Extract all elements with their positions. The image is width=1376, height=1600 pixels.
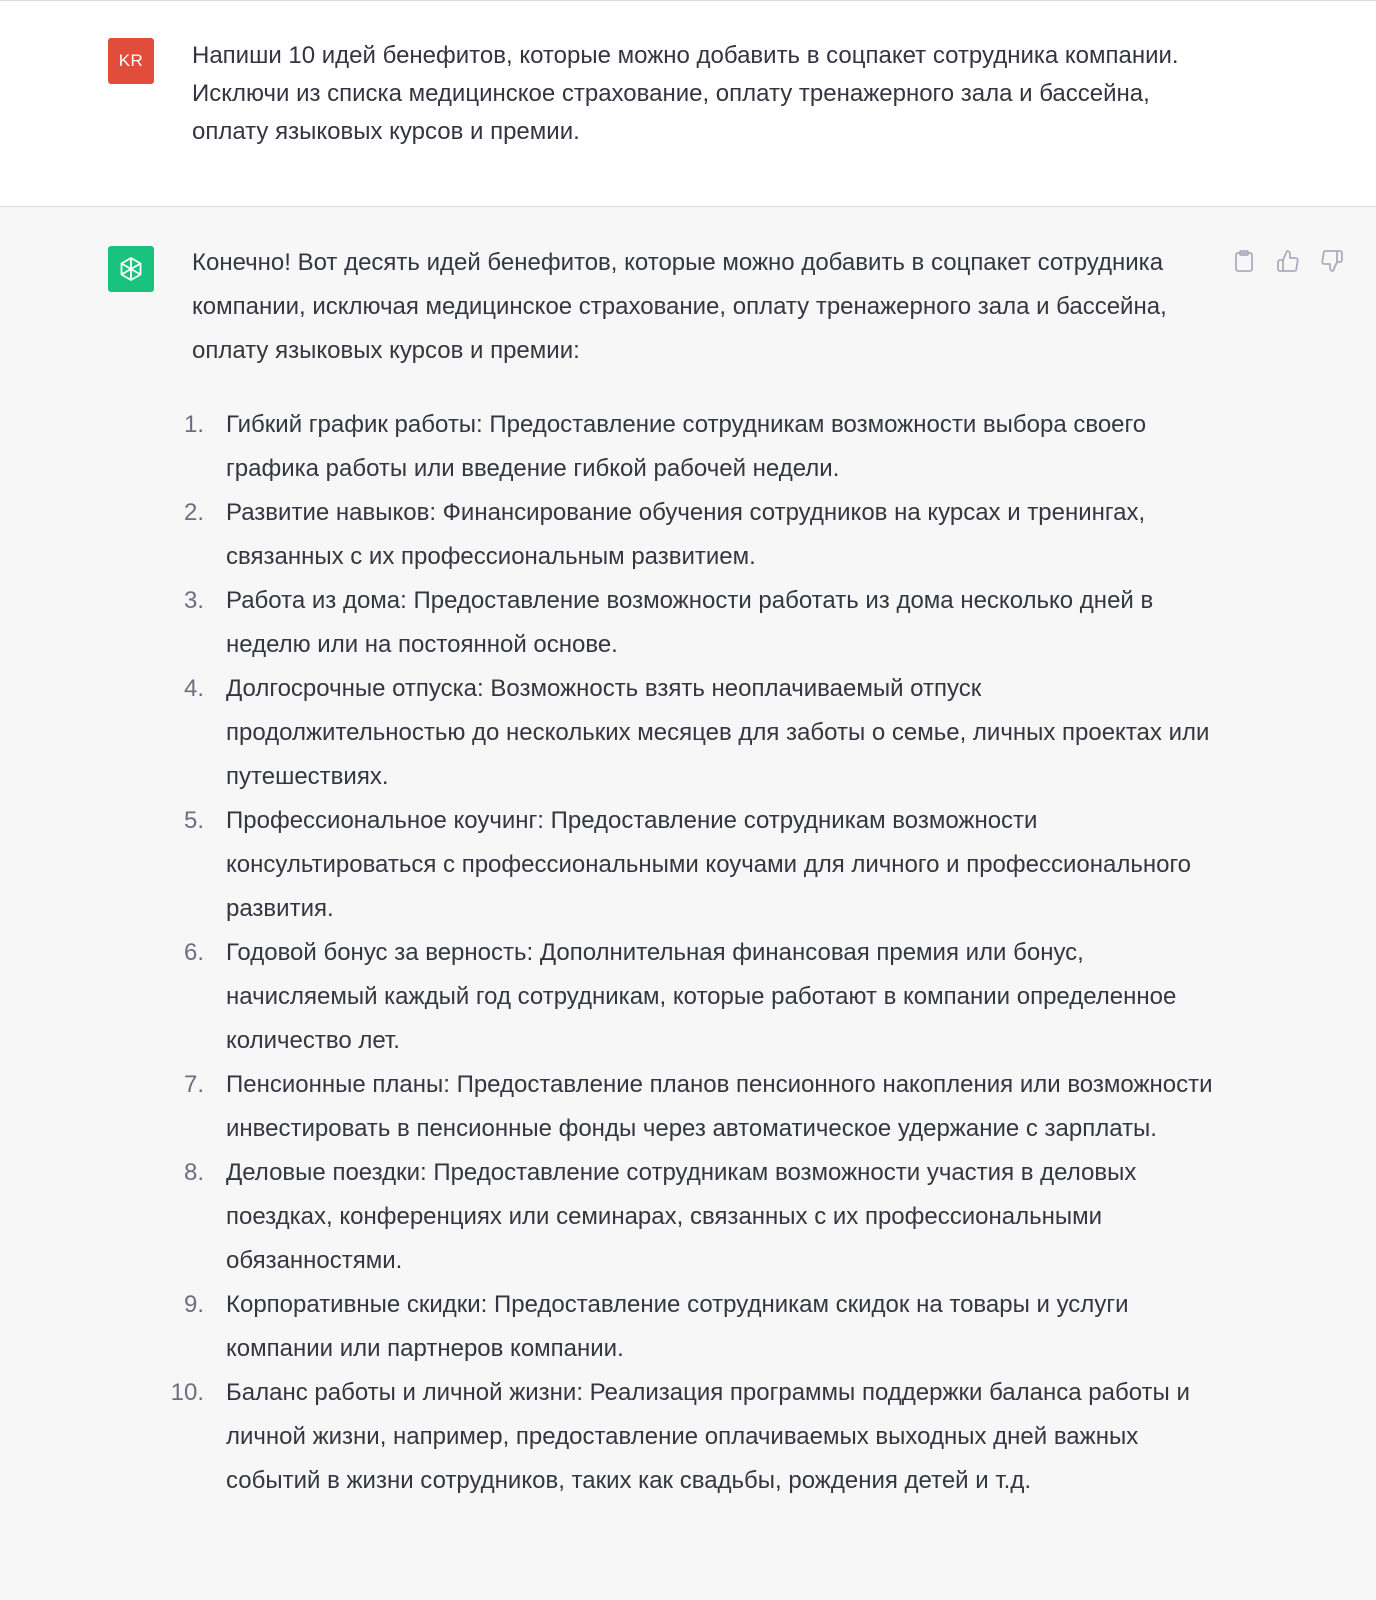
- clipboard-icon: [1233, 249, 1255, 273]
- list-item: [183, 579, 1222, 667]
- list-item-text: Профессиональное коучинг: Предоставление сотрудникам возможности консультироваться с профессиональными коучами для личного и профессионального развития.: [226, 807, 1192, 922]
- list-item-number: 8.: [183, 1159, 204, 1186]
- list-item: [183, 1151, 1222, 1283]
- user-message-text: Напиши 10 идей бенефитов, которые можно добавить в соцпакет сотрудника компании. Исключи из списка медицинское страхование, оплату тренажерного зала и бассейна, оплату языковых курсов и премии.: [192, 42, 1179, 145]
- user-message-row: [0, 1, 1376, 207]
- list-item-text: Пенсионные планы: Предоставление планов пенсионного накопления или возможности инвестировать в пенсионные фонды через автоматическое удержание с зарплаты.: [226, 1071, 1213, 1142]
- list-item-number: 7.: [183, 1071, 204, 1098]
- list-item: [183, 403, 1222, 491]
- list-item-text: Деловые поездки: Предоставление сотрудникам возможности участия в деловых поездках, конференциях или семинарах, связанных с их профессиональными обязанностями.: [226, 1159, 1137, 1274]
- list-item-number: 10.: [170, 1379, 204, 1406]
- list-item: [183, 1283, 1222, 1371]
- assistant-avatar: [108, 246, 154, 292]
- thumbs-down-icon: [1320, 249, 1344, 273]
- list-item-number: 6.: [183, 939, 204, 966]
- message-actions: [1232, 249, 1344, 273]
- list-item-number: 9.: [183, 1291, 204, 1318]
- list-item: [183, 491, 1222, 579]
- benefits-list: [170, 403, 1222, 1503]
- list-item: [183, 931, 1222, 1063]
- assistant-message-row: [0, 207, 1376, 1600]
- list-item-text: Корпоративные скидки: Предоставление сотрудникам скидок на товары и услуги компании или партнеров компании.: [226, 1291, 1129, 1362]
- list-item-number: 3.: [183, 587, 204, 614]
- list-item: [170, 1371, 1222, 1503]
- list-item: [183, 667, 1222, 799]
- assistant-message-text: [170, 241, 1222, 1503]
- copy-button[interactable]: [1232, 249, 1256, 273]
- list-item: [183, 799, 1222, 931]
- list-item-text: Гибкий график работы: Предоставление сотрудникам возможности выбора своего графика работы или введение гибкой рабочей недели.: [226, 411, 1147, 482]
- list-item-number: 2.: [183, 499, 204, 526]
- list-item-number: 4.: [183, 675, 204, 702]
- list-item-number: 1.: [183, 411, 204, 438]
- list-item-text: Годовой бонус за верность: Дополнительная финансовая премия или бонус, начисляемый каждый год сотрудникам, которые работают в компании определенное количество лет.: [226, 939, 1177, 1054]
- list-item-text: Долгосрочные отпуска: Возможность взять неоплачиваемый отпуск продолжительностью до нескольких месяцев для заботы о семье, личных проектах или путешествиях.: [226, 675, 1210, 790]
- user-avatar-initials: KR: [118, 51, 144, 70]
- thumbs-up-button[interactable]: [1276, 249, 1300, 273]
- list-item-text: Развитие навыков: Финансирование обучения сотрудников на курсах и тренингах, связанных с их профессиональным развитием.: [226, 499, 1146, 570]
- list-item-text: Баланс работы и личной жизни: Реализация программы поддержки баланса работы и личной жизни, например, предоставление оплачиваемых выходных дней важных событий в жизни сотрудников, таких как свадьбы, рождения детей и т.д.: [226, 1379, 1190, 1494]
- thumbs-up-icon: [1276, 249, 1300, 273]
- list-item: [183, 1063, 1222, 1151]
- thumbs-down-button[interactable]: [1320, 249, 1344, 273]
- openai-logo-icon: [115, 253, 147, 285]
- user-avatar: [108, 38, 154, 84]
- assistant-intro: Конечно! Вот десять идей бенефитов, которые можно добавить в соцпакет сотрудника компании, исключая медицинское страхование, оплату тренажерного зала и бассейна, оплату языковых курсов и премии:: [192, 249, 1167, 364]
- list-item-number: 5.: [183, 807, 204, 834]
- list-item-text: Работа из дома: Предоставление возможности работать из дома несколько дней в неделю или на постоянной основе.: [226, 587, 1154, 658]
